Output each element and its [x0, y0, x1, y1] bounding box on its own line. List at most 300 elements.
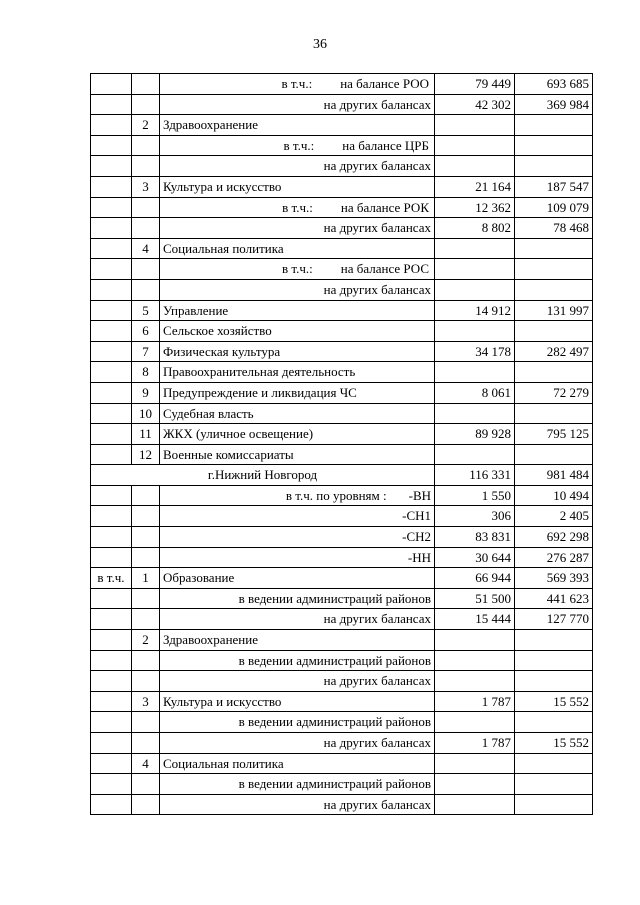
value-cell-2 [515, 794, 593, 815]
item-name-cell [160, 135, 435, 156]
item-number-cell [132, 588, 160, 609]
item-number-cell [132, 176, 160, 197]
table-row [91, 609, 593, 630]
value-cell-1 [435, 341, 515, 362]
item-number: 7 [142, 343, 149, 359]
item-name: Военные комиссариаты [163, 446, 294, 462]
item-number-cell [132, 321, 160, 342]
item-name-cell [160, 259, 435, 280]
item-number: 2 [142, 117, 149, 133]
value-cell-1 [435, 733, 515, 754]
including-cell [91, 630, 132, 651]
city-name: г.Нижний Новгород [207, 467, 318, 483]
item-number-cell [132, 382, 160, 403]
including-cell [91, 691, 132, 712]
item-number-cell [132, 279, 160, 300]
sub-item-label: на других балансах [323, 611, 431, 627]
item-number: 11 [139, 426, 152, 442]
sub-item-label: на других балансах [323, 735, 431, 750]
value-2: 282 497 [546, 343, 589, 359]
sub-item-label: на других балансах [323, 158, 431, 174]
item-name-cell [160, 547, 435, 568]
table-row [91, 197, 593, 218]
value-cell-2 [515, 444, 593, 465]
value-cell-2 [515, 94, 593, 115]
value-cell-1 [435, 547, 515, 568]
sub-item-label: на других балансах [323, 673, 431, 689]
item-name-cell [160, 794, 435, 815]
item-name-cell [160, 238, 435, 259]
table-row [91, 300, 593, 321]
value-cell-1 [435, 609, 515, 630]
value-cell-2 [515, 259, 593, 280]
item-number-cell [132, 527, 160, 548]
including-cell [91, 424, 132, 445]
item-number: 4 [142, 755, 149, 771]
item-name-cell [160, 341, 435, 362]
item-number-cell [132, 444, 160, 465]
item-number-cell [132, 485, 160, 506]
table-row [91, 712, 593, 733]
value-2: 187 547 [546, 178, 589, 194]
item-name: Социальная политика [163, 240, 284, 256]
item-number-cell [132, 609, 160, 630]
table-row [91, 671, 593, 692]
breakdown-prefix: в т.ч.: [281, 76, 313, 91]
sub-item-label: в ведении администраций районов [238, 590, 431, 606]
item-number-cell [132, 650, 160, 671]
sub-item-label: в ведении администраций районов [238, 652, 431, 668]
value-cell-1 [435, 176, 515, 197]
item-number-cell [132, 733, 160, 754]
breakdown-prefix: в т.ч.: [282, 199, 313, 215]
table-body [91, 74, 593, 815]
value-cell-2 [515, 650, 593, 671]
including-cell [91, 362, 132, 383]
value-cell-2 [515, 609, 593, 630]
value-cell-1 [435, 135, 515, 156]
table-row [91, 444, 593, 465]
breakdown-line [163, 74, 431, 94]
item-number-cell [132, 671, 160, 692]
item-number-cell [132, 568, 160, 589]
value-cell-1 [435, 74, 515, 95]
level-prefix: в т.ч. по уровням : [285, 487, 387, 503]
item-number: 4 [142, 240, 149, 256]
including-cell [91, 485, 132, 506]
table-row [91, 753, 593, 774]
value-1: 34 178 [475, 343, 511, 359]
including-cell [91, 218, 132, 239]
value-cell-1 [435, 238, 515, 259]
value-1: 51 500 [475, 590, 511, 606]
item-name: Образование [163, 570, 235, 586]
table-row [91, 218, 593, 239]
item-name: Культура и искусство [163, 178, 282, 194]
value-cell-1 [435, 650, 515, 671]
item-name-cell [160, 671, 435, 692]
value-1: 30 644 [475, 549, 511, 565]
value-1: 79 449 [475, 76, 511, 91]
table-row [91, 733, 593, 754]
item-number-cell [132, 341, 160, 362]
value-1: 21 164 [475, 178, 511, 194]
value-cell-1 [435, 465, 515, 486]
value-cell-2 [515, 485, 593, 506]
value-1: 12 362 [475, 199, 511, 215]
including-cell [91, 650, 132, 671]
breakdown-line [163, 136, 431, 156]
including-cell [91, 444, 132, 465]
value-cell-2 [515, 218, 593, 239]
item-name: Здравоохранение [163, 632, 258, 648]
including-cell [91, 547, 132, 568]
including-cell [91, 135, 132, 156]
table-row [91, 547, 593, 568]
including-cell [91, 341, 132, 362]
item-name-cell [160, 588, 435, 609]
including-cell [91, 176, 132, 197]
table-row [91, 588, 593, 609]
item-number-cell [132, 506, 160, 527]
table-row [91, 774, 593, 795]
including-cell [91, 403, 132, 424]
value-cell-1 [435, 321, 515, 342]
value-cell-1 [435, 259, 515, 280]
including-cell [91, 712, 132, 733]
item-name-cell [160, 527, 435, 548]
table-row [91, 341, 593, 362]
value-1: 306 [491, 508, 511, 524]
value-cell-2 [515, 527, 593, 548]
table-row [91, 321, 593, 342]
item-name: Управление [163, 302, 229, 318]
value-cell-2 [515, 176, 593, 197]
level-label: -ВН [408, 487, 431, 503]
item-name: Культура и искусство [163, 693, 282, 709]
value-cell-2 [515, 547, 593, 568]
value-cell-1 [435, 527, 515, 548]
level-line [163, 486, 431, 506]
item-name-cell [160, 94, 435, 115]
item-number-cell [132, 74, 160, 95]
value-cell-2 [515, 588, 593, 609]
item-name-cell [160, 506, 435, 527]
table-row [91, 650, 593, 671]
including-cell [91, 156, 132, 177]
item-number-cell [132, 156, 160, 177]
value-cell-2 [515, 238, 593, 259]
budget-table [90, 73, 593, 815]
value-cell-2 [515, 733, 593, 754]
item-name-cell [160, 382, 435, 403]
value-cell-2 [515, 300, 593, 321]
sub-item-label: на других балансах [323, 281, 431, 297]
value-cell-1 [435, 568, 515, 589]
value-1: 1 550 [481, 487, 511, 503]
including-cell [91, 588, 132, 609]
value-cell-2 [515, 115, 593, 136]
value-1: 66 944 [475, 570, 511, 586]
table-row [91, 115, 593, 136]
value-cell-1 [435, 362, 515, 383]
table-row [91, 135, 593, 156]
value-cell-1 [435, 444, 515, 465]
value-cell-1 [435, 794, 515, 815]
item-number-cell [132, 712, 160, 733]
item-name-cell [160, 176, 435, 197]
item-number: 10 [139, 405, 152, 421]
item-name: Предупреждение и ликвидация ЧС [163, 384, 357, 400]
item-number-cell [132, 630, 160, 651]
item-name-cell [160, 279, 435, 300]
including-cell [91, 527, 132, 548]
value-cell-1 [435, 279, 515, 300]
value-cell-1 [435, 156, 515, 177]
value-cell-2 [515, 774, 593, 795]
item-number: 9 [142, 384, 149, 400]
table-row [91, 259, 593, 280]
item-name: Правоохранительная деятельность [163, 364, 356, 380]
item-number-cell [132, 774, 160, 795]
item-name: Здравоохранение [163, 117, 258, 133]
item-number-cell [132, 691, 160, 712]
value-1: 89 928 [475, 426, 511, 442]
value-2: 981 484 [546, 467, 589, 483]
item-name-cell [160, 609, 435, 630]
item-number-cell [132, 547, 160, 568]
item-number-cell [132, 115, 160, 136]
item-number-cell [132, 218, 160, 239]
value-cell-1 [435, 671, 515, 692]
table-row [91, 527, 593, 548]
item-number: 2 [142, 632, 149, 648]
item-name-cell [160, 424, 435, 445]
item-name-cell [160, 712, 435, 733]
value-cell-2 [515, 321, 593, 342]
sub-item-label: в ведении администраций районов [238, 776, 431, 792]
item-name-cell [160, 115, 435, 136]
including-cell [91, 506, 132, 527]
including-cell [91, 300, 132, 321]
including-cell [91, 753, 132, 774]
table-row [91, 485, 593, 506]
item-number: 12 [139, 446, 152, 462]
item-number-cell [132, 238, 160, 259]
item-name: Судебная власть [163, 405, 254, 421]
balance-label: на балансе РОО [340, 76, 429, 91]
item-name: Физическая культура [163, 343, 281, 359]
value-2: 693 685 [546, 76, 589, 91]
value-2: 72 279 [553, 384, 589, 400]
value-2: 276 287 [546, 549, 589, 565]
item-number-cell [132, 424, 160, 445]
value-cell-1 [435, 774, 515, 795]
item-name-cell [160, 321, 435, 342]
table-row [91, 465, 593, 486]
value-cell-2 [515, 279, 593, 300]
including-cell [91, 794, 132, 815]
table-row [91, 279, 593, 300]
value-2: 15 552 [553, 693, 589, 709]
including-cell [91, 733, 132, 754]
value-cell-2 [515, 630, 593, 651]
item-name-cell [160, 733, 435, 754]
item-name-cell [160, 300, 435, 321]
value-2: 795 125 [546, 426, 589, 442]
value-cell-2 [515, 753, 593, 774]
value-cell-1 [435, 588, 515, 609]
table-row [91, 176, 593, 197]
value-1: 8 061 [481, 384, 511, 400]
item-name-cell [160, 403, 435, 424]
item-number: 5 [142, 302, 149, 318]
item-number: 6 [142, 323, 149, 339]
table-row [91, 238, 593, 259]
item-number: 8 [142, 364, 149, 380]
table-row [91, 506, 593, 527]
value-cell-2 [515, 341, 593, 362]
item-name: Социальная политика [163, 755, 284, 771]
item-name-cell [160, 156, 435, 177]
value-1: 1 787 [481, 735, 511, 750]
item-number-cell [132, 362, 160, 383]
value-cell-1 [435, 630, 515, 651]
item-name-cell [160, 485, 435, 506]
item-name-cell [160, 568, 435, 589]
value-cell-2 [515, 671, 593, 692]
value-cell-2 [515, 712, 593, 733]
item-number: 3 [142, 178, 149, 194]
balance-label: на балансе ЦРБ [342, 137, 429, 153]
value-cell-2 [515, 74, 593, 95]
value-1: 83 831 [475, 529, 511, 545]
table-row [91, 382, 593, 403]
city-label-cell [91, 465, 435, 486]
including-cell [91, 321, 132, 342]
item-name-cell [160, 691, 435, 712]
including-cell [91, 382, 132, 403]
value-2: 127 770 [546, 611, 589, 627]
value-cell-1 [435, 403, 515, 424]
item-name-cell [160, 197, 435, 218]
item-name: Сельское хозяйство [163, 323, 272, 339]
including-cell [91, 94, 132, 115]
item-name-cell [160, 630, 435, 651]
sub-item-label: на других балансах [323, 96, 431, 112]
table-row [91, 403, 593, 424]
including-cell [91, 279, 132, 300]
value-cell-1 [435, 424, 515, 445]
page-number: 36 [313, 37, 327, 52]
value-cell-2 [515, 568, 593, 589]
value-cell-1 [435, 300, 515, 321]
item-number-cell [132, 794, 160, 815]
sub-item-label: -СН1 [402, 508, 431, 524]
including-cell [91, 609, 132, 630]
item-name-cell [160, 74, 435, 95]
including-cell [91, 238, 132, 259]
item-number-cell [132, 197, 160, 218]
value-cell-1 [435, 485, 515, 506]
value-cell-2 [515, 135, 593, 156]
item-number: 1 [142, 570, 149, 586]
table-row [91, 568, 593, 589]
value-cell-1 [435, 506, 515, 527]
value-cell-1 [435, 753, 515, 774]
table-row [91, 94, 593, 115]
including-cell [91, 74, 132, 95]
value-1: 15 444 [475, 611, 511, 627]
value-cell-2 [515, 403, 593, 424]
item-name-cell [160, 650, 435, 671]
value-cell-2 [515, 691, 593, 712]
breakdown-line [163, 259, 431, 279]
value-cell-1 [435, 382, 515, 403]
including-cell [91, 568, 132, 589]
including-label: в т.ч. [97, 570, 125, 586]
including-cell [91, 671, 132, 692]
item-name-cell [160, 753, 435, 774]
breakdown-line [163, 198, 431, 218]
item-number-cell [132, 259, 160, 280]
including-cell [91, 115, 132, 136]
item-name-cell [160, 774, 435, 795]
including-cell [91, 197, 132, 218]
value-cell-2 [515, 362, 593, 383]
item-number-cell [132, 753, 160, 774]
item-number-cell [132, 300, 160, 321]
value-cell-2 [515, 197, 593, 218]
item-name-cell [160, 362, 435, 383]
value-2: 15 552 [553, 735, 589, 750]
table-row [91, 156, 593, 177]
value-cell-2 [515, 156, 593, 177]
item-number-cell [132, 135, 160, 156]
value-cell-1 [435, 712, 515, 733]
value-cell-1 [435, 115, 515, 136]
value-cell-1 [435, 197, 515, 218]
item-name-cell [160, 444, 435, 465]
value-cell-1 [435, 94, 515, 115]
value-2: 369 984 [546, 96, 589, 112]
value-cell-2 [515, 424, 593, 445]
sub-item-label: на других балансах [323, 220, 431, 236]
table-row [91, 630, 593, 651]
balance-label: на балансе РОС [340, 261, 429, 277]
item-number: 3 [142, 693, 149, 709]
value-2: 569 393 [546, 570, 589, 586]
value-2: 441 623 [546, 590, 589, 606]
table-row [91, 74, 593, 95]
value-2: 78 468 [553, 220, 589, 236]
value-cell-1 [435, 691, 515, 712]
value-1: 42 302 [475, 96, 511, 112]
table-row [91, 424, 593, 445]
value-2: 2 405 [559, 508, 589, 524]
item-name: ЖКХ (уличное освещение) [163, 426, 314, 442]
item-name-cell [160, 218, 435, 239]
sub-item-label: на других балансах [323, 796, 431, 812]
value-1: 116 331 [469, 467, 511, 483]
value-2: 692 298 [546, 529, 589, 545]
breakdown-prefix: в т.ч.: [282, 261, 313, 277]
value-1: 1 787 [481, 693, 511, 709]
value-1: 14 912 [475, 302, 511, 318]
including-cell [91, 774, 132, 795]
table-row [91, 691, 593, 712]
balance-label: на балансе РОК [340, 199, 429, 215]
